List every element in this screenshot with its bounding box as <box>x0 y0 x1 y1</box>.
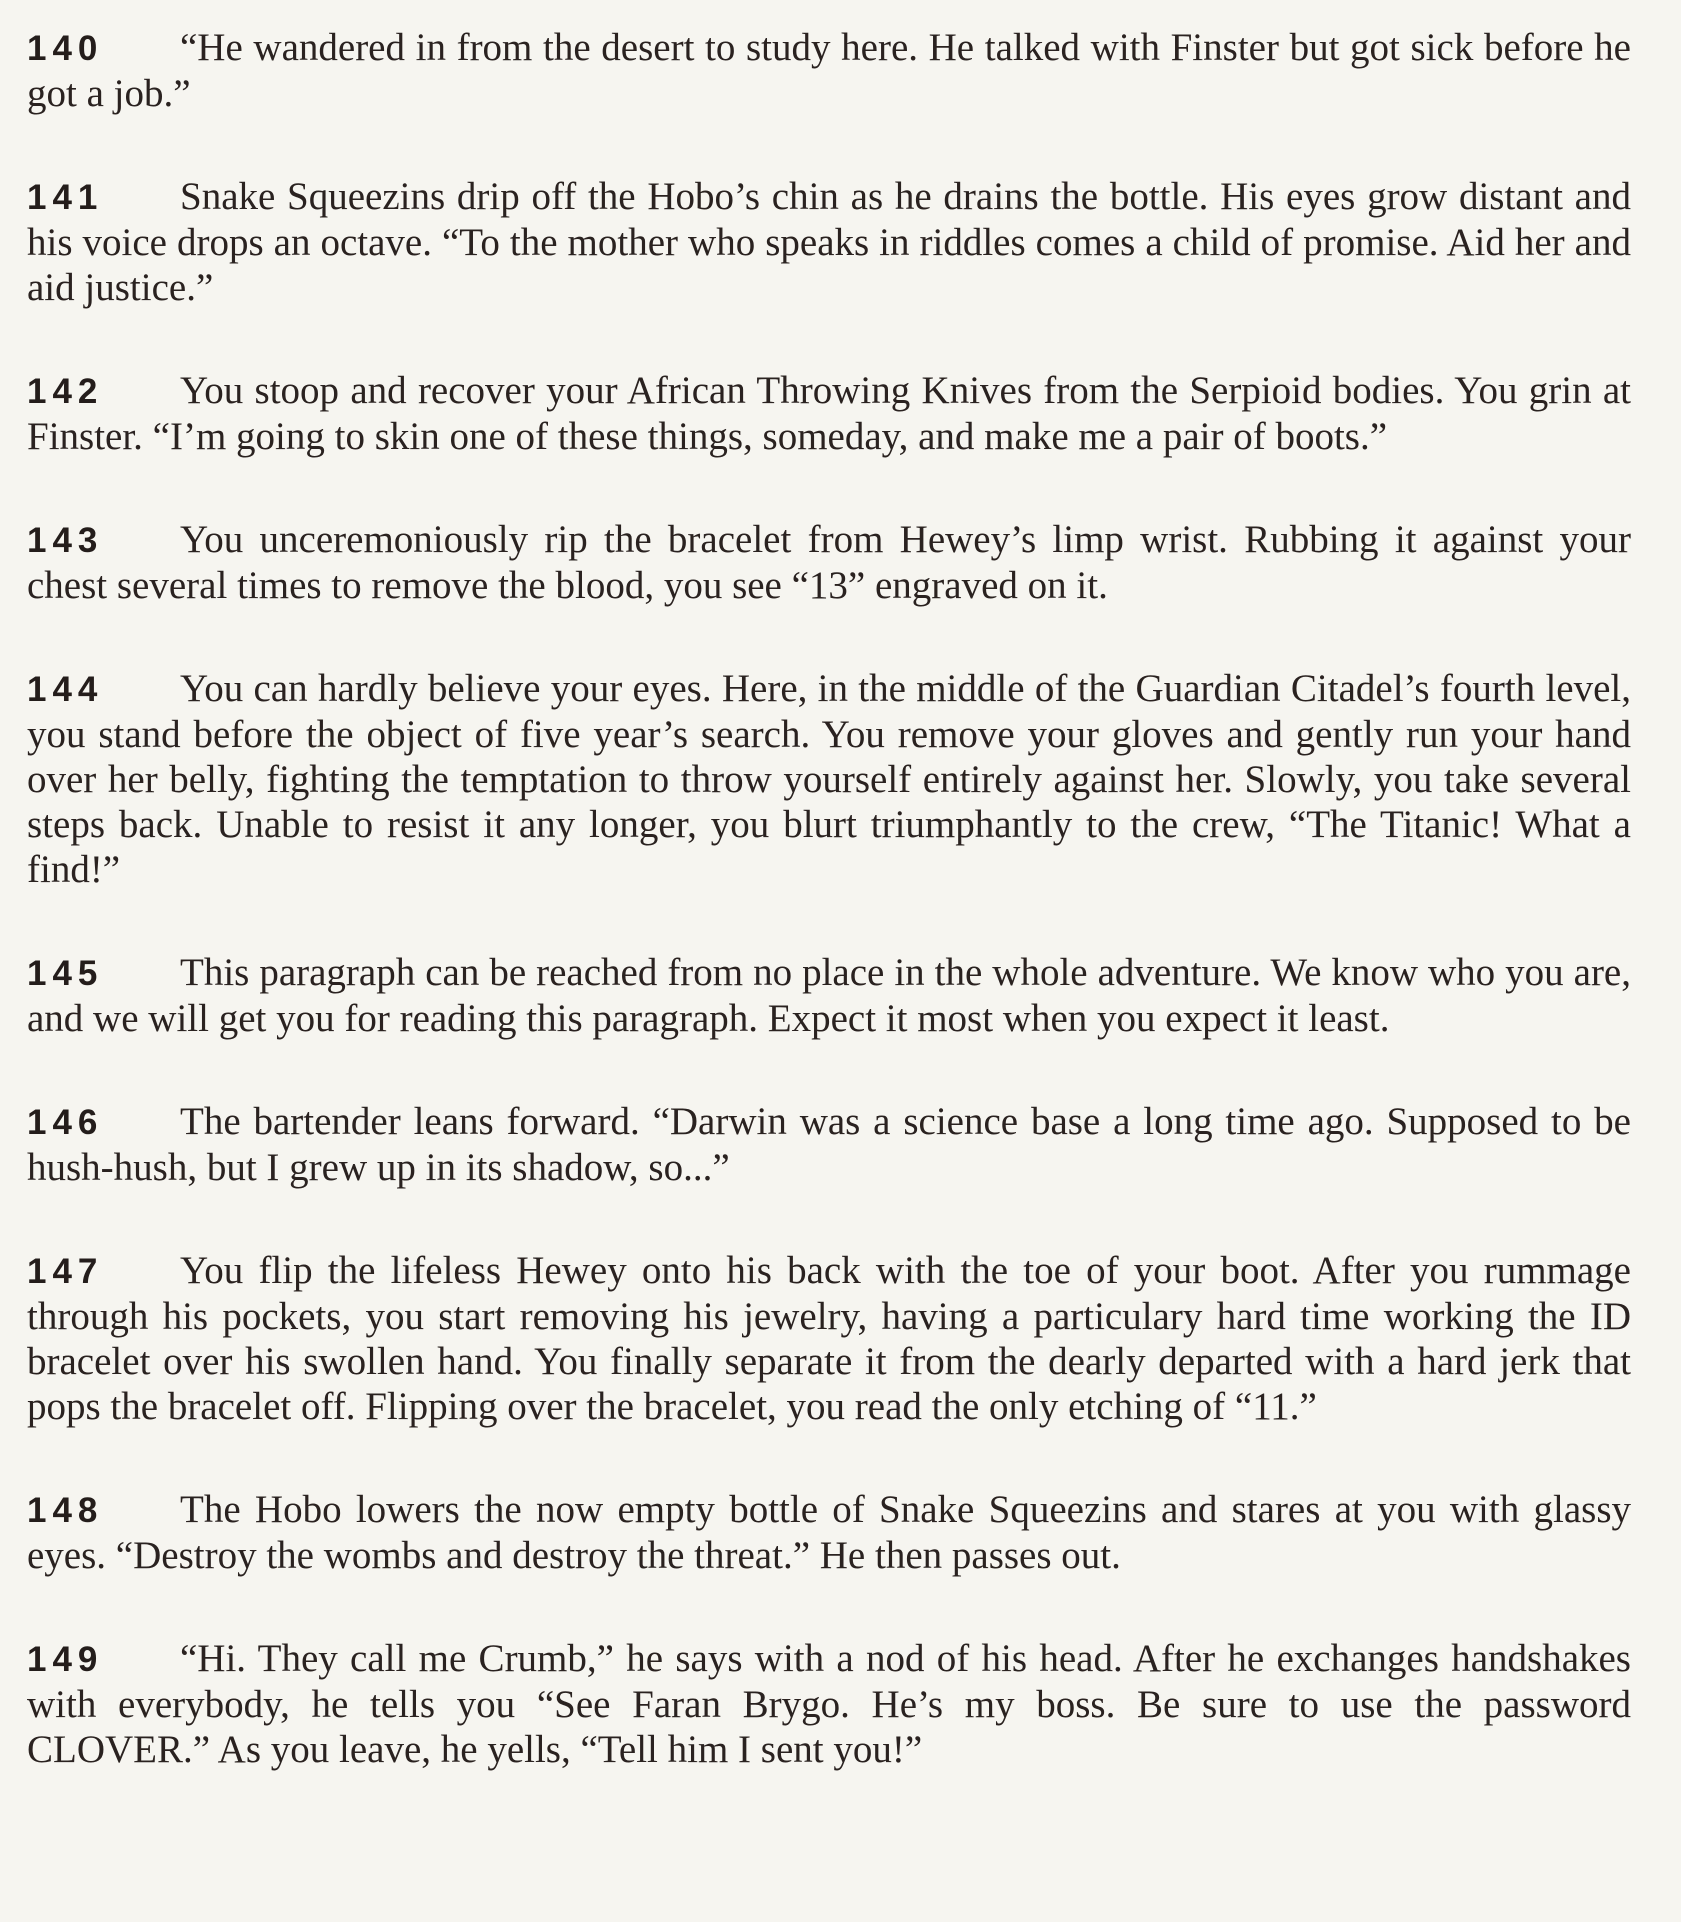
paragraph-text: The bartender leans forward. “Darwin was a science base a long time ago. Supposed to be hush-hush, but I grew up in its shadow, so...” <box>27 1100 1631 1189</box>
paragraph-149 <box>27 1636 1631 1772</box>
document-page <box>27 25 1631 1830</box>
paragraph-number: 143 <box>27 521 104 560</box>
paragraph-147 <box>27 1248 1631 1429</box>
paragraph-140 <box>27 25 1631 116</box>
paragraph-141 <box>27 174 1631 310</box>
paragraph-text: “He wandered in from the desert to study here. He talked with Finster but got sick before he got a job.” <box>27 26 1631 115</box>
paragraph-number: 146 <box>27 1103 104 1142</box>
paragraph-146 <box>27 1099 1631 1190</box>
paragraph-144 <box>27 666 1631 892</box>
paragraph-148 <box>27 1487 1631 1578</box>
paragraph-text: “Hi. They call me Crumb,” he says with a nod of his head. After he exchanges handshakes with everybody, he tells you “See Faran Brygo. He’s my boss. Be sure to use the password CLOVER.” As you leave, he yells, “Tell him I sent you!” <box>27 1637 1631 1771</box>
paragraph-145 <box>27 950 1631 1041</box>
paragraph-text: You stoop and recover your African Throwing Knives from the Serpioid bodies. You grin at Finster. “I’m going to skin one of these things, someday, and make me a pair of boots.” <box>27 369 1631 458</box>
paragraph-text: You flip the lifeless Hewey onto his back with the toe of your boot. After you rummage through his pockets, you start removing his jewelry, having a particulary hard time working the ID bracelet over his swollen hand. You finally separate it from the dearly departed with a hard jerk that pops the bracelet off. Flipping over the bracelet, you read the only etching of “11.” <box>27 1249 1631 1428</box>
paragraph-text: Snake Squeezins drip off the Hobo’s chin as he drains the bottle. His eyes grow distant and his voice drops an octave. “To the mother who speaks in riddles comes a child of promise. Aid her and aid justice.” <box>27 175 1631 309</box>
paragraph-142 <box>27 368 1631 459</box>
paragraph-143 <box>27 517 1631 608</box>
paragraph-number: 145 <box>27 954 104 993</box>
paragraph-number: 147 <box>27 1252 104 1291</box>
paragraph-number: 140 <box>27 29 104 68</box>
paragraph-text: This paragraph can be reached from no place in the whole adventure. We know who you are, and we will get you for reading this paragraph. Expect it most when you expect it least. <box>27 951 1631 1040</box>
paragraph-text: You unceremoniously rip the bracelet from Hewey’s limp wrist. Rubbing it against your chest several times to remove the blood, you see “13” engraved on it. <box>27 518 1631 607</box>
paragraph-number: 149 <box>27 1640 104 1679</box>
paragraph-number: 142 <box>27 372 104 411</box>
paragraph-number: 141 <box>27 178 104 217</box>
paragraph-text: The Hobo lowers the now empty bottle of Snake Squeezins and stares at you with glassy eyes. “Destroy the wombs and destroy the threat.” He then passes out. <box>27 1488 1631 1577</box>
paragraph-number: 144 <box>27 670 104 709</box>
paragraph-text: You can hardly believe your eyes. Here, in the middle of the Guardian Citadel’s fourth level, you stand before the object of five year’s search. You remove your gloves and gently run your hand over her belly, fighting the temptation to throw yourself entirely against her. Slowly, you take several steps back. Unable to resist it any longer, you blurt triumphantly to the crew, “The Titanic! What a find!” <box>27 667 1631 891</box>
paragraph-number: 148 <box>27 1491 104 1530</box>
